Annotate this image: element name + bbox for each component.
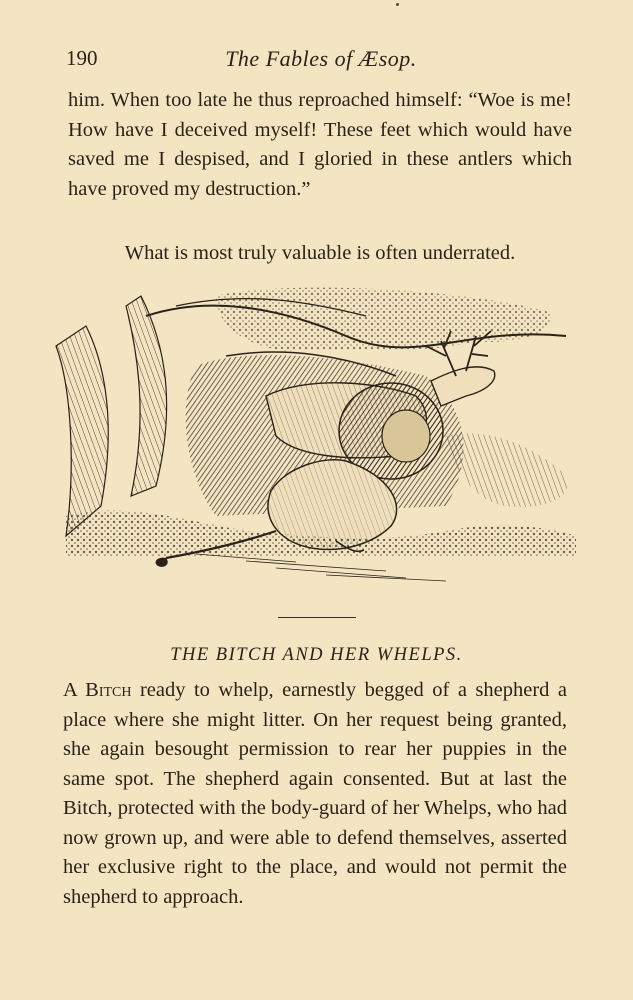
fable-first-words: A Bitch — [63, 679, 132, 701]
moral-line: What is most truly valuable is often underrated. — [124, 242, 516, 264]
page-header — [66, 46, 576, 74]
fable-body — [63, 676, 567, 912]
section-divider — [278, 617, 356, 618]
opening-paragraph — [68, 86, 572, 204]
page-mark — [396, 3, 399, 6]
running-title: The Fables of Æsop. — [225, 46, 417, 71]
fable-title: THE BITCH AND HER WHELPS. — [170, 645, 463, 665]
opening-text: him. When too late he thus reproached himself: “Woe is me! How have I deceived myself! These feet which would have saved me I despised, and I gloried in these antlers which have proved my destruction.” — [68, 89, 572, 200]
fable-body-text: ready to whelp, earnestly begged of a shepherd a place where she might litter. On her request being granted, she again besought permission to rear her puppies in the same spot. The shepherd again consented. But at last the Bitch, protected with the body-guard of her Whelps, who had now grown up, and were able to defend themselves, asserted her exclusive right to the place, and would not permit the shepherd to approach. — [63, 679, 567, 908]
page-number: 190 — [66, 46, 98, 70]
fable-paragraph — [63, 676, 567, 912]
engraving-illustration — [46, 286, 586, 586]
